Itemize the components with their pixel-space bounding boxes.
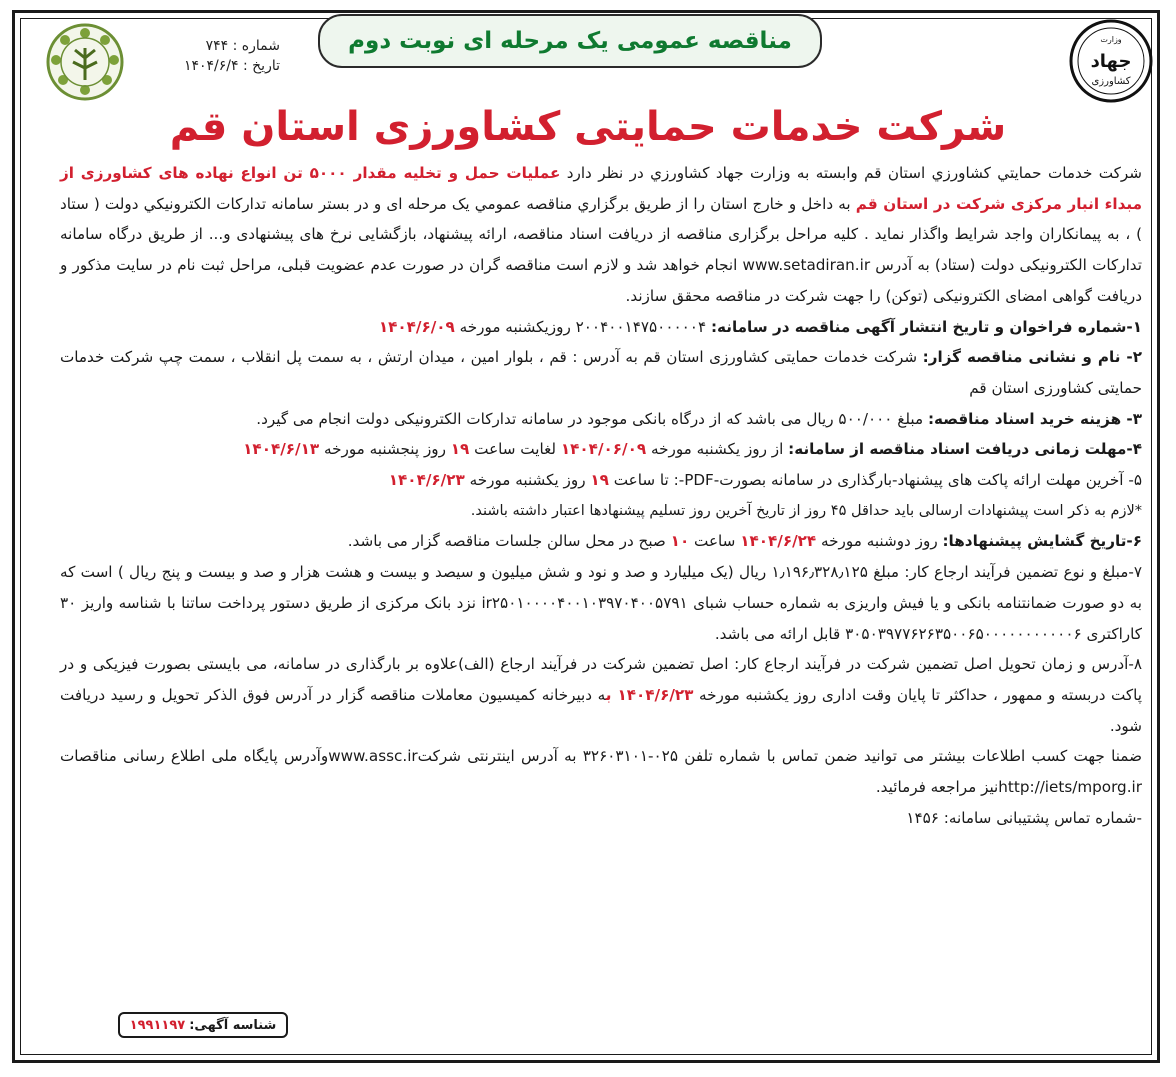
tender-banner [318,14,822,68]
svg-text:کشاورزی: کشاورزی [1091,76,1131,87]
iets-link[interactable]: http://iets/mporg.ir [998,778,1142,797]
ad-id-badge: شناسه آگهی: ۱۹۹۱۱۹۷ [118,1012,288,1038]
intro-paragraph: شرکت خدمات حمايتي كشاورزي استان قم وابسته به وزارت جهاد كشاورزي در نظر دارد عملیات حمل و تخلیه مقدار ۵۰۰۰ تن انواع نهاده های کشاورزی از مبداء انبار مرکزی شرکت در استان قم به داخل و خارج استان را از طريق برگزاري مناقصه عمومي يک مرحله ای و در بستر سامانه تداركات الكترونيكي دولت ( ستاد ) ، به پیمانکاران واجد شرايط واگذار نمايد . كليه مراحل برگزاری مناقصه از دريافت اسناد مناقصه، ارائه پيشنهاد، بازگشايی نرخ های پيشنهادی و... از طريق درگاه سامانه تداركات الكترونيكی دولت (ستاد) به آدرس www.setadiran.ir انجام خواهد شد و لازم است مناقصه گران در صورت عدم عضويت قبلی، مراحل ثبت نام در سايت مذكور و دريافت گواهی امضای الكترونيكی (توكن) را جهت شركت در مناقصه محقق سازند. [60,164,1143,305]
setad-link[interactable]: www.setadiran.ir [742,256,871,275]
ministry-emblem-icon [45,22,125,102]
banner-text: مناقصه عمومی یک مرحله ای نوبت دوم [348,28,792,54]
item-6: ۶-تاریخ گشایش پیشنهادها: روز دوشنبه مورخه ۱۴۰۴/۶/۲۴ ساعت ۱۰ صبح در محل سالن جلسات مناقصه گزار می باشد. [347,532,1142,551]
item-4: ۴-مهلت زمانی دریافت اسناد مناقصه از سامانه: از روز یکشنبه مورخه ۱۴۰۴/۰۶/۰۹ لغایت ساعت ۱۹ روز پنجشنبه مورخه ۱۴۰۴/۶/۱۳ [243,440,1142,459]
notice-date: تاریخ : ۱۴۰۴/۶/۴ [183,58,280,74]
item-8: ۸-آدرس و زمان تحویل اصل تضمین شرکت در فرآیند ارجاع کار: اصل تضمین شرکت در فرآیند ارجاع (الف)علاوه بر بارگذاری در سامانه، می بایستی بصورت فیزیکی و در پاکت دربسته و ممهور ، حداکثر تا پایان وقت اداری روز یکشنبه مورخه ۱۴۰۴/۶/۲۳ به دبیرخانه کمیسیون معاملات مناقصه گزار در آدرس فوق الذکر تحویل و رسید دریافت شود. [60,655,1142,735]
assc-link[interactable]: www.assc.ir [328,747,418,766]
validity-note: *لازم به ذکر است پیشنهادات ارسالی باید حداقل ۴۵ روز از تاریخ آخرین روز تسلیم پیشنهادها اعتبار داشته باشند. [470,502,1142,519]
contact-paragraph: ضمنا جهت کسب اطلاعات بیشتر می توانید ضمن تماس با شماره تلفن ۰۲۵-۳۲۶۰۳۱۰۱ به آدرس اینترنتی شرکتwww.assc.irوآدرس پایگاه ملی اطلاع رسانی مناقصات http://iets/mporg.irنیز مراجعه فرمائید. [60,747,1142,797]
item-7: ۷-مبلغ و نوع تضمین فرآیند ارجاع کار: مبلغ ۱٫۱۹۶٫۳۲۸٫۱۲۵ ریال (یک میلیارد و صد و نود و شش میلیون و سیصد و بیست و هشت هزار و صد و بیست و پنج ریال ) است که به دو صورت ضمانتنامه بانکی و یا فیش واریزی به شماره حساب شبای ir۲۵۰۱۰۰۰۰۴۰۰۱۰۳۹۷۰۴۰۰۵۷۹۱ نزد بانک مرکزی از طریق دستور پرداخت ساتنا با شناسه واریز ۳۰ کاراکتری ۳۰۵۰۳۹۷۷۶۲۶۳۵۰۰۶۵۰۰۰۰۰۰۰۰۰۰۰۶ قابل ارائه می باشد. [60,563,1142,643]
notice-body [60,158,1142,833]
svg-text:وزارت: وزارت [1100,35,1122,44]
support-line: -شماره تماس پشتیبانی سامانه: ۱۴۵۶ [906,808,1142,827]
item-5: ۵- آخرین مهلت ارائه پاکت های پیشنهاد-بارگذاری در سامانه بصورت-PDF-: تا ساعت ۱۹ روز یکشنبه مورخه ۱۴۰۴/۶/۲۳ [388,471,1142,490]
company-title: شرکت خدمات حمایتی کشاورزی استان قم [169,104,1007,150]
notice-meta [130,36,280,76]
item-2: ۲- نام و نشانی مناقصه گزار: شرکت خدمات حمایتی کشاورزی استان قم به آدرس : قم ، بلوار امین ، میدان ارتش ، به سمت پل انقلاب ، سمت چپ شرکت خدمات حمایتی کشاورزی استان قم [60,348,1143,397]
svg-text:جهاد: جهاد [1090,51,1132,72]
item-3: ۳- هزینه خرید اسناد مناقصه: مبلغ ۵۰۰/۰۰۰ ریال می باشد که از درگاه بانکی موجود در سامانه تدارکات الکترونیکی دولت انجام می گیرد. [256,409,1142,428]
notice-number: شماره : ۷۴۴ [205,38,280,54]
jahad-logo-icon [1068,18,1154,104]
item-1: ۱-شماره فراخوان و تاریخ انتشار آگهی مناقصه در سامانه: ۲۰۰۴۰۰۱۴۷۵۰۰۰۰۰۴ روزیکشنبه مورخه ۱۴۰۴/۶/۰۹ [378,317,1142,336]
